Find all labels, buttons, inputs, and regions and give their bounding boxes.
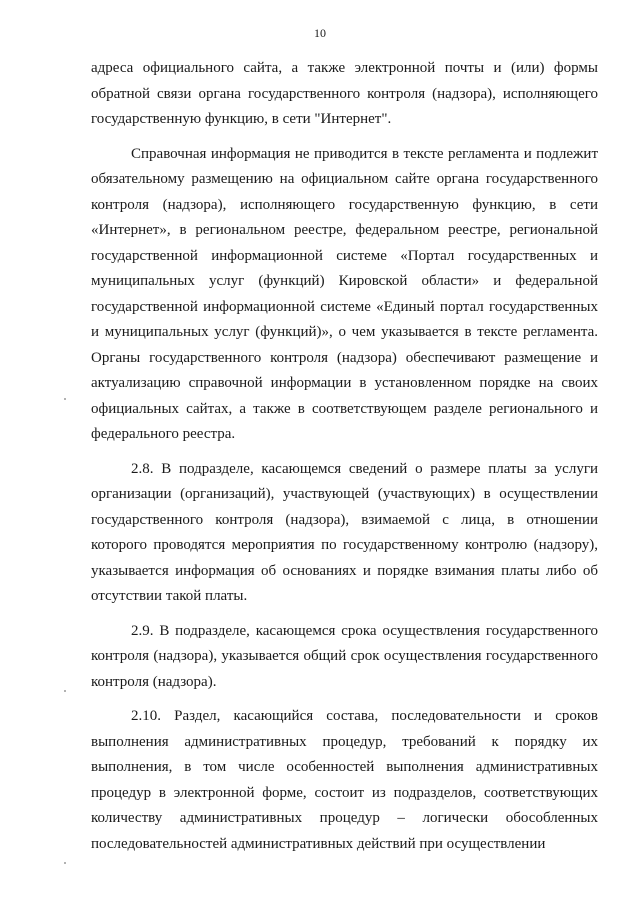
paragraph-2-8: 2.8. В подразделе, касающемся сведений о размере платы за услуги организации (организаций), участвующей (участвующих) в осуществлении государственного контроля (надзора), взимаемой с лица, в отношении которого проводятся мероприятия по государственному контролю (надзору), указывается информация об основаниях и порядке взимания платы либо об отсутствии такой платы. <box>91 460 598 604</box>
paragraph-2-9: 2.9. В подразделе, касающемся срока осуществления государственного контроля (надзора), указывается общий срок осуществления государственного контроля (надзора). <box>91 622 598 690</box>
scan-speck <box>64 862 66 864</box>
page-number: 10 <box>314 26 326 40</box>
paragraph-2-10: 2.10. Раздел, касающийся состава, последовательности и сроков выполнения административных процедур, требований к порядку их выполнения, в том числе особенностей выполнения административных процедур в электронной форме, состоит из подразделов, соответствующих количеству административных процедур – логически обособленных последовательностей административных действий при осуществлении <box>91 708 598 852</box>
scan-speck <box>64 398 66 400</box>
scan-speck <box>64 690 66 692</box>
paragraph-reference-info: Справочная информация не приводится в тексте регламента и подлежит обязательному размещению на официальном сайте органа государственного контроля (надзора), исполняющего государственную функцию, в сети «Интернет», в региональном реестре, федеральном реестре, региональной государственной информационной системе «Портал государственных и муниципальных услуг (функций) Кировской области» и федеральной государственной информационной системе «Единый портал государственных и муниципальных услуг (функций)», о чем указывается в тексте регламента. Органы государственного контроля (надзора) обеспечивают размещение и актуализацию справочной информации в установленном порядке на своих официальных сайтах, а также в соответствующем разделе регионального и федерального реестра. <box>91 145 598 442</box>
document-body <box>91 56 598 866</box>
paragraph-continuation: адреса официального сайта, а также электронной почты и (или) формы обратной связи органа государственного контроля (надзора), исполняющего государственную функцию, в сети "Интернет". <box>91 60 598 127</box>
